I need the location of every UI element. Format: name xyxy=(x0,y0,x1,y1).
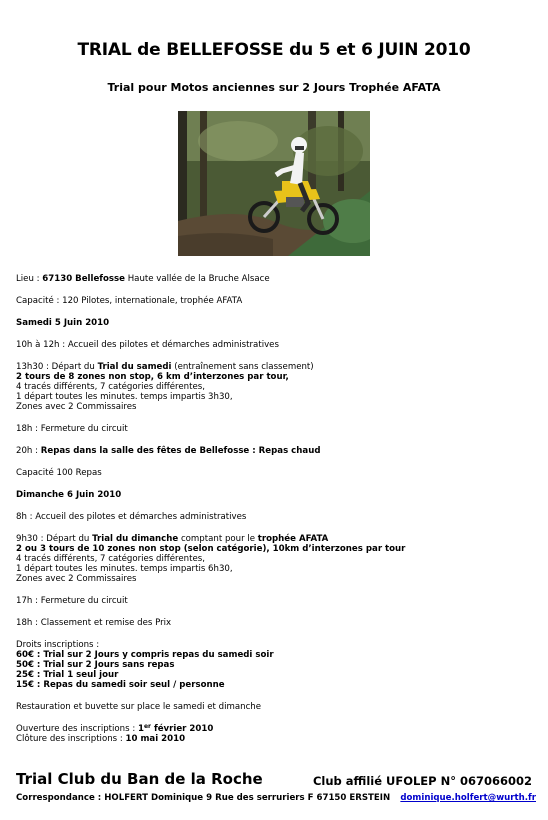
sunday-welcome: 8h : Accueil des pilotes et démarches administratives xyxy=(16,512,247,522)
trial-rider-photo xyxy=(178,111,370,256)
page-title: TRIAL de BELLEFOSSE du 5 et 6 JUIN 2010 xyxy=(77,40,471,60)
page-subtitle: Trial pour Motos anciennes sur 2 Jours Trophée AFATA xyxy=(107,81,441,94)
correspondence-line xyxy=(16,793,536,803)
saturday-start-interval: 1 départ toutes les minutes. temps impartis 3h30, xyxy=(16,392,233,402)
correspondence-address: 9 Rue des serruriers F 67150 ERSTEIN xyxy=(203,793,391,803)
saturday-zones: Zones avec 2 Commissaires xyxy=(16,402,137,412)
saturday-close: 18h : Fermeture du circuit xyxy=(16,424,128,434)
registration-dates xyxy=(16,724,536,744)
sunday-close: 17h : Fermeture du circuit xyxy=(16,596,128,606)
catering-line: Restauration et buvette sur place le samedi et dimanche xyxy=(16,702,262,712)
sunday-start-block xyxy=(16,534,536,584)
sunday-start-line: 9h30 : Départ du Trial du dimanche comptant pour le trophée AFATA xyxy=(16,534,329,544)
sunday-heading: Dimanche 6 Juin 2010 xyxy=(16,490,122,500)
fee-item: 25€ : Trial 1 seul jour xyxy=(16,670,119,680)
registration-close: Clôture des inscriptions : 10 mai 2010 xyxy=(16,734,186,744)
dinner-capacity: Capacité 100 Repas xyxy=(16,468,102,478)
fee-item: 50€ : Trial sur 2 Jours sans repas xyxy=(16,660,175,670)
club-affiliation: Club affilié UFOLEP N° 067066002 xyxy=(312,774,532,788)
sunday-laps: 2 ou 3 tours de 10 zones non stop (selon catégorie), 10km d’interzones par tour xyxy=(16,544,406,554)
location-line: Lieu : 67130 Bellefosse Haute vallée de la Bruche Alsace xyxy=(16,274,270,284)
fees-block xyxy=(16,640,536,690)
sunday-awards: 18h : Classement et remise des Prix xyxy=(16,618,172,628)
fees-heading: Droits inscriptions : xyxy=(16,640,100,650)
event-details xyxy=(16,274,536,756)
fee-item: 15€ : Repas du samedi soir seul / personne xyxy=(16,680,225,690)
correspondence-contact: Correspondance : HOLFERT Dominique xyxy=(16,793,204,803)
saturday-welcome: 10h à 12h : Accueil des pilotes et démarches administratives xyxy=(16,340,279,350)
sunday-zones: Zones avec 2 Commissaires xyxy=(16,574,137,584)
contact-email-link[interactable]: dominique.holfert@wurth.fr xyxy=(400,793,536,803)
sunday-tracks: 4 tracés différents, 7 catégories différentes, xyxy=(16,554,205,564)
saturday-dinner: 20h : Repas dans la salle des fêtes de Bellefosse : Repas chaud xyxy=(16,446,321,456)
saturday-start-block xyxy=(16,362,536,412)
location-place: 67130 Bellefosse xyxy=(42,274,125,284)
sunday-start-interval: 1 départ toutes les minutes. temps impartis 6h30, xyxy=(16,564,233,574)
saturday-heading: Samedi 5 Juin 2010 xyxy=(16,318,110,328)
capacity-line: Capacité : 120 Pilotes, internationale, trophée AFATA xyxy=(16,296,243,306)
saturday-laps: 2 tours de 8 zones non stop, 6 km d’interzones par tour, xyxy=(16,372,289,382)
fee-item: 60€ : Trial sur 2 Jours y compris repas du samedi soir xyxy=(16,650,274,660)
club-name: Trial Club du Ban de la Roche xyxy=(16,770,263,788)
saturday-start-line: 13h30 : Départ du Trial du samedi (entraînement sans classement) xyxy=(16,362,314,372)
trial-rider-illustration xyxy=(178,111,370,256)
registration-open: Ouverture des inscriptions : 1er février 2010 xyxy=(16,723,214,734)
saturday-tracks: 4 tracés différents, 7 catégories différentes, xyxy=(16,382,205,392)
